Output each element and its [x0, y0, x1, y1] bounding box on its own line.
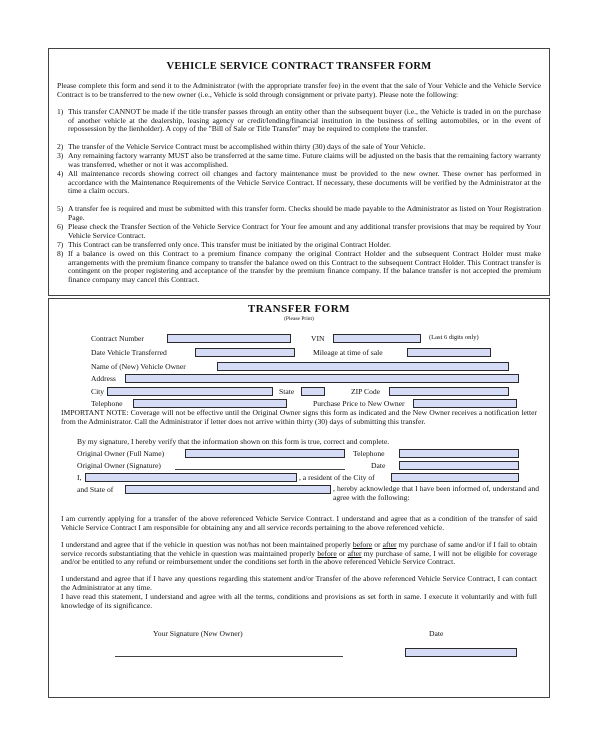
- original-owner-telephone-field[interactable]: [399, 449, 519, 458]
- rule-text: Please check the Transfer Section of the Vehicle Service Contract for Your fee amount and any additional transfer provisions that may be required by Your Vehicle Service Contract.: [68, 222, 541, 240]
- intro-text: Please complete this form and send it to the Administrator (with the appropriate transfer fee) in the event that the sale of Your Vehicle and the Vehicle Service Contract is to be transferred to the new owner (i.e., Vehicle is sold through consignment or private party). Please note the following:: [57, 81, 541, 99]
- state-label: State: [279, 387, 295, 396]
- paragraph-3: I understand and agree that if I have any questions regarding this statement and/or Transfer of the above referenced Vehicle Service Contract, I can contact the Administrator at any time.: [61, 574, 537, 592]
- rule-number: 5): [57, 204, 64, 213]
- original-owner-name-field[interactable]: [185, 449, 345, 458]
- vin-field[interactable]: [333, 334, 421, 343]
- paragraph-1: I am currently applying for a transfer of the above referenced Vehicle Service Contract. I understand and agree that as a condition of the transfer of said Vehicle Service Contract I am responsible for obtaining any and all service records pertaining to the above referenced vehicle.: [61, 514, 537, 532]
- date-field[interactable]: [399, 461, 519, 470]
- instructions-box: [48, 48, 550, 296]
- rule-item: [57, 205, 541, 222]
- form-title: VEHICLE SERVICE CONTRACT TRANSFER FORM: [166, 61, 432, 72]
- state-field[interactable]: [301, 387, 325, 396]
- rule-number: 8): [57, 249, 64, 258]
- rule-number: 2): [57, 142, 64, 151]
- transfer-form-subtitle: (Please Print): [284, 316, 314, 322]
- acknowledge-text: , hereby acknowledge that I have been informed of, understand and agree with the following:: [333, 484, 539, 502]
- rule-text: A transfer fee is required and must be submitted with this transfer form. Checks should be made payable to the Administrator as listed on Your Registration Page.: [68, 204, 541, 222]
- paragraph-2: I understand and agree that if the vehicle in question was not/has not been maintained properly before or after my purchase of same and/or if I fail to obtain service records substantiating that the vehicle in question was maintained properly before or after my purchase of same, I will not be eligible for coverage and/or be entitled to any refund or reimbursement under the conditions set forth in the above referenced Vehicle Service Contract.: [61, 540, 538, 567]
- rule-number: 3): [57, 151, 64, 160]
- i-prefix: I,: [77, 473, 82, 482]
- your-signature-label: Your Signature (New Owner): [153, 629, 243, 638]
- telephone-field[interactable]: [133, 399, 287, 408]
- rule-text: This transfer CANNOT be made if the title transfer passes through an entity other than the subsequent buyer (i.e., the Vehicle is traded in on the purchase of another vehicle at the dealership, leasing agency or credit/lending/financial institution in the business of selling automobiles, or in the event of repossession by the lienholder). A copy of the "Bill of Sale or Title Transfer" may be required to complete the transfer.: [68, 107, 541, 134]
- signature-date-field[interactable]: [405, 648, 517, 657]
- address-label: Address: [91, 374, 116, 383]
- city-field[interactable]: [107, 387, 273, 396]
- transfer-form-box: [48, 298, 550, 698]
- rule-number: 1): [57, 107, 64, 116]
- date-transferred-field[interactable]: [195, 348, 295, 357]
- important-note: IMPORTANT NOTE: Coverage will not be effective until the Original Owner signs this form as indicated and the New Owner receives a notification letter from the Administrator. Call the Administrator if letter does not arrive within thirty (30) days of submitting this transfer.: [61, 408, 537, 426]
- city-label: City: [91, 387, 105, 396]
- new-owner-field[interactable]: [217, 362, 509, 371]
- rule-item: [57, 250, 541, 284]
- price-field[interactable]: [413, 399, 517, 408]
- original-owner-signature-label: Original Owner (Signature): [77, 461, 161, 470]
- vin-label: VIN: [311, 334, 325, 343]
- contract-number-label: Contract Number: [91, 334, 144, 343]
- rule-item: [57, 223, 541, 240]
- resident-city-field[interactable]: [391, 473, 519, 482]
- zip-field[interactable]: [389, 387, 509, 396]
- original-owner-signature-line[interactable]: [175, 469, 345, 470]
- rule-number: 7): [57, 240, 64, 249]
- rule-text: This Contract can be transferred only once. This transfer must be initiated by the original Contract Holder.: [68, 240, 391, 249]
- address-field[interactable]: [125, 374, 519, 383]
- rule-text: If a balance is owed on this Contract to a premium finance company the original Contract Holder and the subsequent Contract Holder must make arrangements with the premium finance company to transfer the balance owed on this Contract to the subsequent Contract Holder. This Contract transfer is contingent on the proper registering and acceptance of the transfer by the premium finance company. If the balance transfer is not accepted the premium finance company may cancel this Contract.: [68, 249, 541, 284]
- price-label: Purchase Price to New Owner: [313, 399, 405, 408]
- new-owner-label: Name of (New) Vehicle Owner: [91, 362, 186, 371]
- date-transferred-label: Date Vehicle Transferred: [91, 348, 167, 357]
- date-label: Date: [371, 461, 386, 470]
- signature-statement: By my signature, I hereby verify that the information shown on this form is true, correct and complete.: [77, 437, 390, 446]
- zip-label: ZIP Code: [351, 387, 381, 396]
- rule-number: 4): [57, 169, 64, 178]
- rule-number: 6): [57, 222, 64, 231]
- paragraph-4: I have read this statement, I understand and agree with all the terms, conditions and provisions as set forth in same. I execute it voluntarily and with full knowledge of its significance.: [61, 592, 537, 610]
- your-signature-line[interactable]: [115, 656, 343, 657]
- mileage-field[interactable]: [407, 348, 491, 357]
- vin-note: (Last 6 digits only): [429, 334, 479, 341]
- mileage-label: Mileage at time of sale: [313, 348, 383, 357]
- contract-number-field[interactable]: [167, 334, 291, 343]
- original-owner-telephone-label: Telephone: [353, 449, 385, 458]
- transfer-form-title: TRANSFER FORM: [247, 303, 351, 315]
- rule-item: [57, 170, 541, 196]
- telephone-label: Telephone: [91, 399, 123, 408]
- declarant-name-field[interactable]: [85, 473, 297, 482]
- rule-item: [57, 152, 541, 169]
- state-of-label: and State of: [77, 485, 114, 494]
- rule-item: [57, 108, 541, 134]
- original-owner-name-label: Original Owner (Full Name): [77, 449, 165, 458]
- resident-state-field[interactable]: [125, 485, 331, 494]
- resident-of-label: , a resident of the City of: [299, 473, 375, 482]
- signature-date-label: Date: [429, 629, 444, 638]
- rule-text: The transfer of the Vehicle Service Contract must be accomplished within thirty (30) days of the sale of Your Vehicle.: [68, 142, 426, 151]
- rule-text: Any remaining factory warranty MUST also be transferred at the same time. Future claims will be adjusted on the basis that the remaining factory warranty was transferred, whether or not it was accomplished.: [68, 151, 541, 169]
- rule-text: All maintenance records showing correct oil changes and factory maintenance must be provided to the new owner. These owner has performed in accordance with the Maintenance Requirements of the Vehicle Service Contract. If necessary, these documents will be verified by the Administrator at the time a claim occurs.: [68, 169, 541, 196]
